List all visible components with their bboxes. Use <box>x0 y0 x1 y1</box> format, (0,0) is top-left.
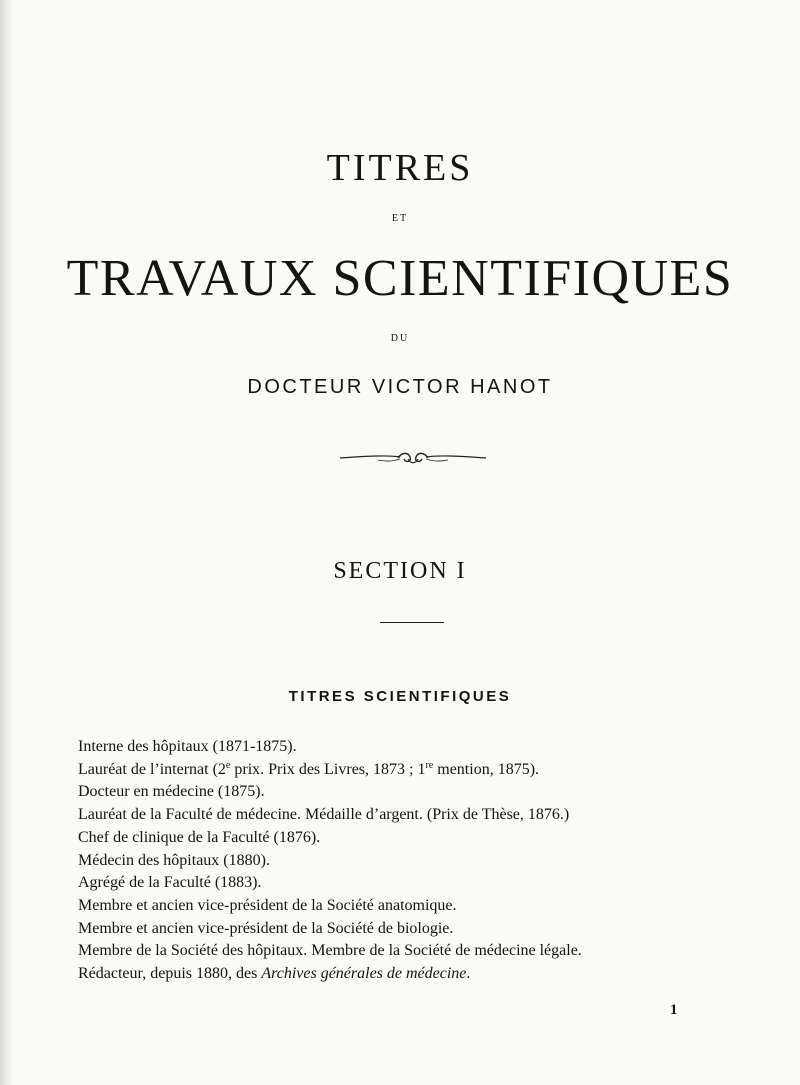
list-item <box>78 918 778 941</box>
list-item <box>78 827 778 850</box>
item-text: Membre de la Société des hôpitaux. Membre de la Société de médecine légale. <box>78 942 582 960</box>
item-text: prix. Prix des Livres, 1873 ; 1 <box>230 760 426 778</box>
item-superscript: e <box>225 759 231 771</box>
item-text: Interne des hôpitaux (1871-1875). <box>78 738 297 755</box>
list-item <box>78 850 778 873</box>
list-item <box>78 872 778 895</box>
item-text: Agrégé de la Faculté (1883). <box>78 874 262 892</box>
item-text: Docteur en médecine (1875). <box>78 783 265 801</box>
title-connector-et: ET <box>391 213 409 224</box>
item-text: Rédacteur, depuis 1880, des <box>78 965 262 983</box>
list-item <box>78 759 778 782</box>
author-name: DOCTEUR VICTOR HANOT <box>247 376 553 398</box>
item-text: mention, 1875). <box>433 760 540 778</box>
item-text: . <box>466 965 471 983</box>
list-item <box>78 781 778 804</box>
section-rule <box>380 622 444 623</box>
section-heading: SECTION I <box>333 558 467 584</box>
item-text: Lauréat de la Faculté de médecine. Médaille d’argent. (Prix de Thèse, 1876.) <box>78 806 570 824</box>
title-connector-du: DU <box>390 333 410 344</box>
item-text: Membre et ancien vice-président de la Société anatomique. <box>78 896 457 914</box>
title-line-1: TITRES <box>326 147 474 189</box>
page-number: 1 <box>670 1002 678 1018</box>
item-text: Membre et ancien vice-président de la Société de biologie. <box>78 919 454 937</box>
item-text: Médecin des hôpitaux (1880). <box>78 851 270 869</box>
list-item <box>78 963 778 986</box>
journal-title: Archives générales de médecine <box>261 965 467 983</box>
list-item <box>78 804 778 827</box>
list-item <box>78 895 778 918</box>
title-line-2: TRAVAUX SCIENTIFIQUES <box>66 250 734 307</box>
titles-list <box>78 736 778 986</box>
ornament-flourish-icon <box>338 446 488 470</box>
list-item <box>78 940 778 963</box>
item-text: Chef de clinique de la Faculté (1876). <box>78 828 321 846</box>
list-item <box>78 736 778 759</box>
section-subheading: TITRES SCIENTIFIQUES <box>288 688 512 705</box>
item-superscript: re <box>425 759 434 771</box>
item-text: Lauréat de l’internat (2 <box>78 760 226 778</box>
